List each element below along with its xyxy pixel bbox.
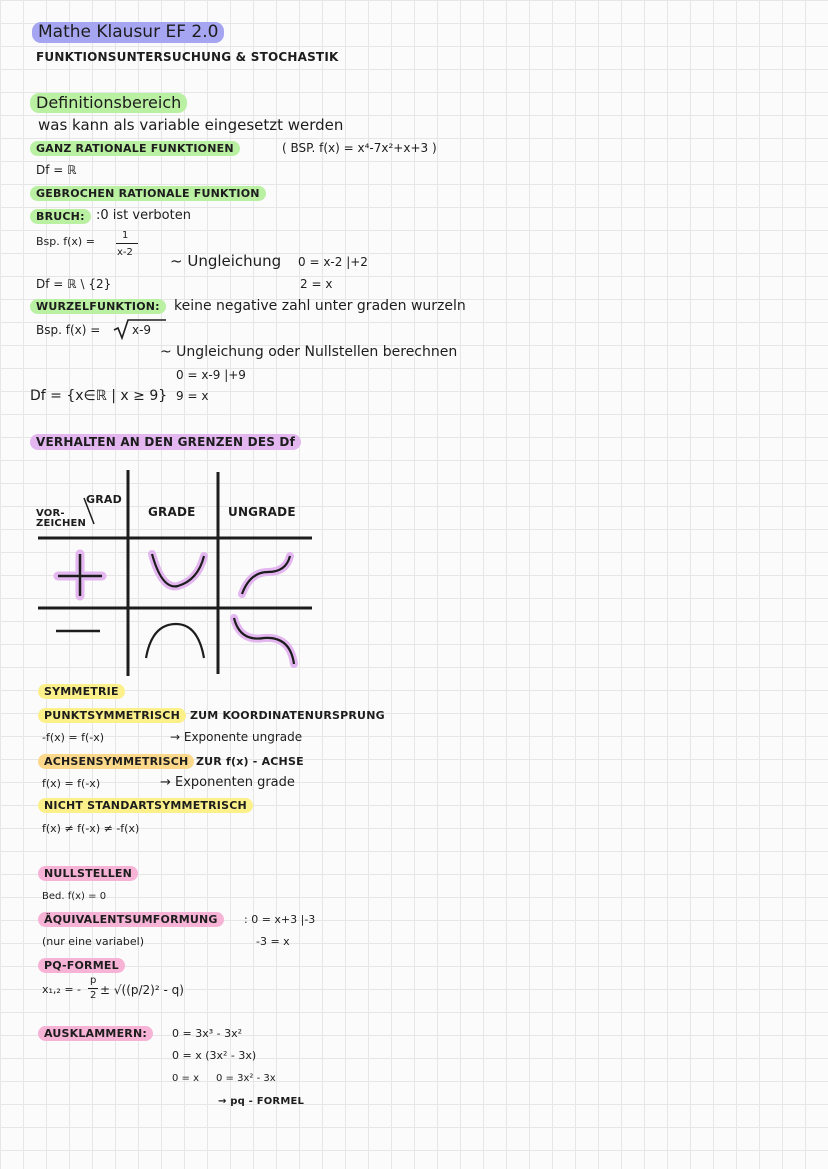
pq-formula-lhs: x₁,₂ = - (42, 983, 82, 996)
aus-note: → pq - FORMEL (218, 1096, 305, 1107)
aus-eq3b: 0 = 3x² - 3x (216, 1073, 276, 1084)
aus-eq1: 0 = 3x³ - 3x² (172, 1027, 243, 1040)
label-nicht-standart: NICHT STANDARTSYMMETRISCH (38, 798, 253, 813)
ganz-df: Df = ℝ (36, 163, 77, 177)
bruch-eq2: 2 = x (300, 277, 333, 291)
pq-fraction-bar (88, 988, 98, 989)
wurzel-eq1: 0 = x-9 |+9 (176, 368, 246, 382)
aeq-eq2: -3 = x (256, 935, 290, 948)
wurzel-radicand: x-9 (132, 323, 152, 337)
table-header-vorzeichen-2: ZEICHEN (36, 518, 87, 529)
nicht-formula: f(x) ≠ f(-x) ≠ -f(x) (42, 822, 140, 835)
label-gebrochen-rational: GEBROCHEN RATIONALE FUNKTION (30, 186, 266, 201)
nullstellen-bed: Bed. f(x) = 0 (42, 891, 107, 902)
page-subtitle: FUNKTIONSUNTERSUCHUNG & STOCHASTIK (36, 50, 339, 64)
ganz-example: ( BSP. f(x) = x⁴-7x²+x+3 ) (282, 141, 437, 155)
bruch-numerator: 1 (122, 230, 129, 241)
label-bruch: BRUCH: (30, 209, 91, 224)
bruch-example: Bsp. f(x) = (36, 235, 95, 248)
wurzel-eq2: 9 = x (176, 389, 209, 403)
wurzel-example: Bsp. f(x) = (36, 323, 101, 337)
fraction-bar (116, 243, 138, 244)
behavior-table (28, 468, 318, 678)
bruch-eq1: 0 = x-2 |+2 (298, 255, 368, 269)
bruch-df: Df = ℝ \ {2} (36, 277, 112, 291)
label-pq-formel: PQ-FORMEL (38, 958, 125, 973)
pq-formula-rest: ± √((p/2)² - q) (100, 983, 184, 997)
wurzel-df: Df = {x∈ℝ | x ≥ 9} (30, 388, 168, 404)
section-heading-verhalten: VERHALTEN AN DEN GRENZEN DES Df (30, 434, 301, 450)
section-heading-nullstellen: NULLSTELLEN (38, 866, 138, 881)
aeq-eq1: : 0 = x+3 |-3 (244, 913, 316, 926)
bruch-text: :0 ist verboten (96, 208, 191, 223)
label-wurzelfunktion: WURZELFUNKTION: (30, 299, 166, 314)
aus-eq2: 0 = x (3x² - 3x) (172, 1049, 257, 1062)
pq-p: p (90, 975, 97, 986)
label-ausklammern: AUSKLAMMERN: (38, 1026, 153, 1041)
aus-eq3a: 0 = x (172, 1073, 200, 1084)
punkt-text: ZUM KOORDINATENURSPRUNG (190, 709, 385, 722)
table-header-grade: GRADE (148, 505, 196, 519)
intro-text: was kann als variable eingesetzt werden (38, 116, 344, 134)
page-title: Mathe Klausur EF 2.0 (32, 22, 224, 43)
table-header-grad: GRAD (86, 493, 122, 506)
table-header-vorzeichen-1: VOR- (36, 508, 65, 519)
wurzel-note: ~ Ungleichung oder Nullstellen berechnen (160, 344, 458, 360)
punkt-note: → Exponente ungrade (170, 730, 303, 744)
achsen-text: ZUR f(x) - ACHSE (196, 755, 304, 768)
table-header-ungrade: UNGRADE (228, 505, 296, 519)
aeq-note: (nur eine variabel) (42, 935, 144, 948)
section-heading-symmetrie: SYMMETRIE (38, 684, 125, 699)
wurzel-text: keine negative zahl unter graden wurzeln (174, 298, 466, 314)
bruch-denominator: x-2 (117, 247, 133, 258)
section-heading-definitionsbereich: Definitionsbereich (30, 93, 187, 113)
label-punktsymmetrisch: PUNKTSYMMETRISCH (38, 708, 186, 723)
pq-2: 2 (90, 990, 97, 1001)
achsen-formula: f(x) = f(-x) (42, 777, 101, 790)
ungleichung-label: ~ Ungleichung (170, 252, 282, 270)
label-ganz-rational: GANZ RATIONALE FUNKTIONEN (30, 141, 240, 156)
punkt-formula: -f(x) = f(-x) (42, 731, 105, 744)
label-achsensymmetrisch: ACHSENSYMMETRISCH (38, 754, 194, 769)
label-aequivalentsumformung: ÄQUIVALENTSUMFORMUNG (38, 912, 224, 927)
achsen-note: → Exponenten grade (160, 775, 295, 790)
